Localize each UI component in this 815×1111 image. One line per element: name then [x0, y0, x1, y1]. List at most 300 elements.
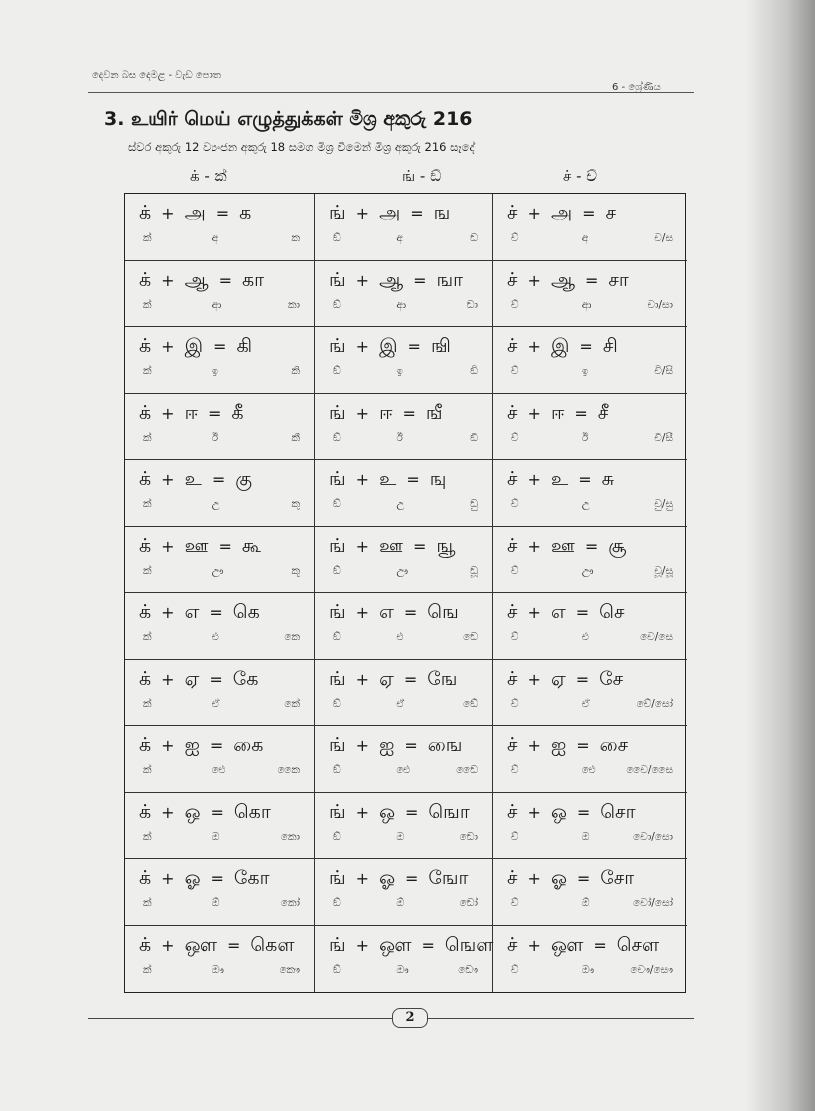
table-cell — [125, 926, 315, 993]
table-cell — [315, 194, 493, 261]
sinhala-result: ඞෛ — [456, 764, 478, 776]
sinhala-vowel: අ — [211, 232, 219, 244]
letter-equation — [139, 269, 264, 294]
sinhala-consonant: ක් — [143, 564, 152, 577]
vowel: ஈ — [379, 401, 393, 424]
plus-sign: + — [527, 736, 541, 755]
sinhala-consonant: ක් — [143, 232, 152, 244]
plus-sign: + — [527, 403, 541, 423]
table-cell — [315, 327, 493, 394]
consonant: ச் — [507, 933, 518, 956]
plus-sign: + — [527, 470, 541, 489]
sinhala-vowel: ඌ — [211, 564, 224, 577]
vowel: உ — [379, 468, 397, 490]
sinhala-vowel: ඖ — [581, 963, 595, 976]
consonant: ச் — [507, 867, 518, 889]
consonant: க் — [139, 667, 152, 690]
vowel: ஆ — [550, 268, 575, 291]
consonant: க் — [139, 734, 152, 756]
result-letter: சூ — [608, 534, 627, 557]
equals-sign: = — [226, 935, 241, 955]
consonant: க் — [139, 268, 152, 291]
sinhala-consonant: ච් — [511, 631, 519, 643]
plus-sign: + — [355, 869, 370, 888]
sinhala-consonant: ක් — [143, 830, 152, 843]
table-cell — [125, 859, 315, 926]
sinhala-consonant: ච් — [511, 697, 519, 710]
sinhala-result: චො/සො — [633, 830, 673, 843]
plus-sign: + — [161, 935, 175, 955]
equals-sign: = — [211, 470, 226, 489]
vowel: ஓ — [550, 867, 567, 889]
sinhala-vowel: ඓ — [581, 764, 596, 776]
sinhala-vowel: ඌ — [396, 564, 408, 577]
vowel: ஏ — [184, 667, 200, 690]
letter-equation — [329, 867, 468, 892]
sinhala-result: ච/ස — [654, 232, 673, 244]
result-letter: ஙா — [436, 268, 464, 291]
plus-sign: + — [161, 802, 175, 822]
letter-equation — [139, 402, 244, 427]
table-cell — [125, 593, 315, 660]
vowel: ஔ — [550, 933, 584, 956]
equals-sign: = — [413, 270, 427, 290]
result-letter: கோ — [233, 867, 270, 889]
vowel: இ — [379, 335, 398, 357]
letter-equation — [329, 734, 462, 759]
sinhala-vowel: එ — [211, 631, 219, 643]
vowel: ஓ — [379, 867, 396, 889]
consonant: ங் — [329, 268, 346, 291]
sinhala-vowel: ඔ — [211, 830, 220, 843]
equals-sign: = — [403, 669, 418, 689]
sinhala-consonant: ච් — [511, 564, 519, 577]
table-cell — [315, 261, 493, 328]
sinhala-consonant: ච් — [511, 963, 519, 976]
plus-sign: + — [161, 669, 175, 689]
table-cell — [315, 394, 493, 461]
sinhala-consonant: ච් — [511, 498, 519, 510]
table-cell — [315, 527, 493, 594]
vowel: அ — [379, 202, 401, 224]
equals-sign: = — [404, 736, 418, 755]
sinhala-result: ඞෝ — [459, 897, 478, 909]
table-cell — [125, 327, 315, 394]
letter-equation — [507, 202, 616, 227]
vowel: அ — [184, 202, 206, 224]
sinhala-consonant: ඞ් — [333, 963, 341, 976]
vowel: எ — [184, 601, 200, 623]
letter-equation — [139, 734, 263, 759]
sinhala-vowel: ඒ — [396, 697, 405, 710]
plus-sign: + — [527, 536, 541, 556]
result-letter: சு — [601, 468, 614, 490]
result-letter: ஙொ — [428, 800, 470, 823]
sinhala-result: ඞු — [470, 498, 478, 510]
sinhala-consonant: ඞ් — [333, 697, 341, 710]
letter-equation — [507, 734, 628, 759]
result-letter: ஙூ — [436, 534, 456, 557]
running-header-right: 6 - ශ්‍රේණිය — [612, 82, 661, 93]
result-letter: ஙீ — [425, 401, 443, 424]
table-cell — [315, 859, 493, 926]
consonant: ச் — [507, 734, 518, 756]
consonant: ங் — [329, 933, 346, 956]
result-letter: கு — [235, 468, 252, 490]
consonant: க் — [139, 468, 152, 490]
sinhala-consonant: ඞ් — [333, 365, 341, 377]
consonant: க் — [139, 202, 152, 224]
plus-sign: + — [161, 869, 175, 888]
table-cell — [493, 194, 687, 261]
equals-sign: = — [402, 403, 416, 423]
sinhala-result: චු/සු — [654, 498, 673, 510]
vowel: ஐ — [379, 734, 395, 756]
sinhala-vowel: ඖ — [396, 963, 409, 976]
table-cell — [493, 261, 687, 328]
example-ca: ச் - ච් — [563, 167, 598, 185]
page-edge-shadow — [745, 0, 815, 1111]
sinhala-vowel: ආ — [396, 298, 406, 311]
sinhala-consonant: ච් — [511, 764, 519, 776]
table-cell — [493, 394, 687, 461]
letter-equation — [329, 202, 450, 227]
plus-sign: + — [355, 669, 370, 689]
sinhala-result: ඞි — [470, 365, 478, 377]
sinhala-result: චි/සි — [654, 365, 673, 377]
result-letter: ஙி — [430, 335, 451, 357]
result-letter: ஙே — [427, 667, 458, 690]
sinhala-result: කේ — [284, 697, 300, 710]
equals-sign: = — [404, 802, 419, 822]
example-ka: க் - ක් — [190, 167, 227, 185]
sinhala-vowel: ඉ — [581, 365, 589, 377]
letter-equation — [329, 668, 457, 693]
sinhala-vowel: ඕ — [211, 897, 220, 909]
consonant: ச் — [507, 800, 518, 823]
sinhala-consonant: ඞ් — [333, 431, 341, 444]
equals-sign: = — [403, 603, 418, 622]
plus-sign: + — [355, 270, 370, 290]
plus-sign: + — [161, 403, 175, 423]
result-letter: ஙெ — [427, 601, 459, 623]
table-cell — [125, 527, 315, 594]
page-number: 2 — [392, 1008, 428, 1028]
sinhala-consonant: ක් — [143, 897, 152, 909]
section-title: 3. உயிர் மெய் எழுத்துக்கள் මිශ්‍ර අකුරු 216 — [104, 108, 473, 130]
consonant: க் — [139, 601, 152, 623]
sinhala-result: ඞෙ — [463, 631, 478, 643]
consonant: க் — [139, 335, 152, 357]
table-cell — [125, 793, 315, 860]
letter-equation — [329, 934, 493, 959]
result-letter: கூ — [241, 534, 261, 557]
plus-sign: + — [161, 270, 175, 290]
sinhala-result: කී — [291, 431, 300, 444]
table-cell — [493, 527, 687, 594]
table-cell — [125, 261, 315, 328]
sinhala-vowel: ඊ — [396, 431, 403, 444]
sinhala-vowel: ඊ — [581, 431, 589, 444]
sinhala-vowel: එ — [581, 631, 589, 643]
plus-sign: + — [527, 337, 541, 356]
vowel: ஐ — [184, 734, 200, 756]
table-cell — [125, 660, 315, 727]
plus-sign: + — [161, 536, 175, 556]
result-letter: ஙை — [427, 734, 463, 756]
table-cell — [493, 726, 687, 793]
table-cell — [315, 460, 493, 527]
consonant: ச் — [507, 401, 518, 424]
equals-sign: = — [210, 802, 224, 822]
equals-sign: = — [575, 603, 590, 622]
sinhala-vowel: ඌ — [581, 564, 594, 577]
result-letter: சி — [602, 335, 618, 357]
sinhala-consonant: ඞ් — [333, 764, 341, 776]
plus-sign: + — [355, 802, 370, 822]
consonant: ச் — [507, 202, 518, 224]
result-letter: சா — [608, 268, 629, 291]
plus-sign: + — [161, 204, 175, 223]
footer-rule — [88, 1018, 694, 1019]
table-cell — [125, 460, 315, 527]
result-letter: கே — [232, 667, 259, 690]
consonant: ச் — [507, 335, 518, 357]
sinhala-vowel: ඔ — [581, 830, 590, 843]
sinhala-consonant: ච් — [511, 431, 519, 444]
sinhala-vowel: ආ — [211, 298, 222, 311]
letter-equation — [329, 468, 446, 493]
consonant: ச் — [507, 468, 518, 490]
result-letter: கி — [236, 335, 253, 357]
equals-sign: = — [578, 470, 592, 489]
result-letter: ஙு — [429, 468, 447, 490]
vowel: எ — [550, 601, 566, 623]
sinhala-result: චූ/සූ — [654, 564, 673, 577]
letter-equation — [329, 402, 443, 427]
sinhala-result: කො — [280, 830, 300, 843]
section-subtitle: ස්වර අකුරු 12 ව්‍යංජන අකුරු 18 සමග මිශ්‍ර වීමෙන් මිශ්‍ර අකුරු 216 සෑදේ — [128, 140, 475, 154]
sinhala-consonant: ක් — [143, 498, 152, 510]
equals-sign: = — [593, 935, 607, 955]
sinhala-result: ඞ — [470, 232, 478, 244]
sinhala-result: ක — [291, 232, 300, 244]
table-cell — [315, 593, 493, 660]
sinhala-result: කූ — [291, 564, 300, 577]
sinhala-result: ඞෞ — [458, 963, 478, 976]
consonant: ங் — [329, 734, 346, 756]
letter-equation — [139, 535, 261, 560]
letter-equation — [139, 801, 271, 826]
vowel: எ — [379, 601, 394, 623]
sinhala-vowel: එ — [396, 631, 404, 643]
sinhala-consonant: ඞ් — [333, 631, 341, 643]
equals-sign: = — [209, 736, 224, 755]
consonant: ங் — [329, 335, 346, 357]
sinhala-consonant: ක් — [143, 631, 152, 643]
table-cell — [125, 194, 315, 261]
letter-equation — [329, 335, 451, 360]
vowel: அ — [550, 202, 573, 224]
table-cell — [493, 593, 687, 660]
sinhala-consonant: ඞ් — [333, 232, 341, 244]
result-letter: க — [239, 202, 252, 224]
consonant: க் — [139, 800, 152, 823]
sinhala-result: කෙ — [284, 631, 300, 643]
consonant: ங் — [329, 401, 346, 424]
sinhala-consonant: ච් — [511, 897, 519, 909]
result-letter: கெ — [232, 601, 260, 623]
letter-equation — [507, 535, 626, 560]
sinhala-result: කෝ — [280, 897, 300, 909]
consonant: ங் — [329, 867, 346, 889]
consonant: ங் — [329, 601, 346, 623]
result-letter: ஙௌ — [444, 933, 494, 956]
vowel: ஒ — [184, 800, 201, 823]
sinhala-vowel: ඓ — [396, 764, 411, 776]
equals-sign: = — [407, 337, 421, 356]
result-letter: சௌ — [616, 933, 660, 956]
plus-sign: + — [355, 403, 370, 423]
letter-equation — [329, 269, 463, 294]
consonant: ச் — [507, 667, 518, 690]
letter-equation — [507, 801, 636, 826]
header-rule — [88, 92, 694, 93]
letter-equation — [139, 934, 294, 959]
equals-sign: = — [574, 403, 588, 423]
equals-sign: = — [584, 270, 599, 290]
plus-sign: + — [527, 935, 541, 955]
letter-equation — [139, 668, 258, 693]
equals-sign: = — [207, 403, 222, 423]
consonant: ச் — [507, 534, 518, 557]
table-cell — [125, 394, 315, 461]
sinhala-result: ඞූ — [470, 564, 478, 577]
plus-sign: + — [527, 802, 541, 822]
result-letter: கா — [242, 268, 265, 291]
sinhala-consonant: ක් — [143, 365, 152, 377]
result-letter: சை — [599, 734, 629, 756]
vowel: ஔ — [184, 933, 217, 956]
result-letter: கௌ — [250, 933, 295, 956]
sinhala-vowel: ඕ — [581, 897, 590, 909]
letter-equation — [329, 601, 459, 626]
sinhala-result: චෞ/සෞ — [630, 963, 673, 976]
sinhala-consonant: ඞ් — [333, 897, 341, 909]
sinhala-result: කු — [291, 498, 300, 510]
plus-sign: + — [527, 869, 541, 888]
equals-sign: = — [582, 204, 596, 223]
sinhala-vowel: ඔ — [396, 830, 405, 843]
sinhala-vowel: ඒ — [211, 697, 220, 710]
sinhala-vowel: උ — [396, 498, 405, 510]
plus-sign: + — [355, 337, 370, 356]
letter-equation — [507, 668, 623, 693]
plus-sign: + — [161, 337, 175, 356]
plus-sign: + — [527, 270, 541, 290]
result-letter: கொ — [233, 800, 271, 823]
equals-sign: = — [576, 869, 591, 888]
plus-sign: + — [355, 935, 370, 955]
sinhala-result: චී/සී — [654, 431, 673, 444]
consonant: க் — [139, 401, 152, 424]
plus-sign: + — [355, 603, 370, 622]
letter-equation — [139, 867, 270, 892]
equals-sign: = — [410, 204, 424, 223]
sinhala-result: චෝ/සෝ — [633, 897, 673, 909]
table-cell — [493, 460, 687, 527]
plus-sign: + — [161, 603, 175, 622]
plus-sign: + — [161, 736, 175, 755]
table-cell — [315, 793, 493, 860]
equals-sign: = — [421, 935, 435, 955]
table-cell — [125, 726, 315, 793]
sinhala-vowel: ඖ — [211, 963, 224, 976]
consonant: ங் — [329, 468, 346, 490]
result-letter: சொ — [600, 800, 636, 823]
equals-sign: = — [215, 204, 230, 223]
result-letter: செ — [599, 601, 625, 623]
sinhala-result: චෙ/සෙ — [640, 631, 673, 643]
vowel: ஊ — [550, 534, 575, 557]
vowel: ஆ — [184, 268, 209, 291]
vowel: ஊ — [184, 534, 209, 557]
equals-sign: = — [405, 869, 419, 888]
vowel: ஔ — [379, 933, 412, 956]
sinhala-result: ඞී — [470, 431, 478, 444]
vowel: ஓ — [184, 867, 201, 889]
vowel: ஒ — [550, 800, 567, 823]
equals-sign: = — [210, 869, 224, 888]
sinhala-consonant: ච් — [511, 232, 519, 244]
sinhala-vowel: අ — [396, 232, 403, 244]
result-letter: சோ — [600, 867, 635, 889]
consonant: ங் — [329, 800, 346, 823]
table-cell — [493, 859, 687, 926]
equals-sign: = — [209, 603, 223, 622]
sinhala-vowel: ඓ — [211, 764, 226, 776]
letter-equation — [507, 867, 634, 892]
vowel: ஒ — [379, 800, 395, 823]
letter-equation — [507, 468, 614, 493]
sinhala-result: කෛ — [277, 764, 300, 776]
sinhala-consonant: ඞ් — [333, 830, 341, 843]
plus-sign: + — [355, 736, 370, 755]
letter-equation — [507, 269, 629, 294]
sinhala-consonant: ක් — [143, 764, 152, 776]
sinhala-vowel: ඕ — [396, 897, 405, 909]
sinhala-result: ඞේ — [463, 697, 478, 710]
vowel: ஊ — [379, 534, 403, 557]
letter-equation — [507, 934, 659, 959]
consonant: ச் — [507, 601, 518, 623]
consonant: ச் — [507, 268, 518, 291]
result-letter: சே — [599, 667, 624, 690]
sinhala-consonant: ඞ් — [333, 498, 341, 510]
vowel: ஏ — [379, 667, 394, 690]
consonant: க் — [139, 933, 152, 956]
equals-sign: = — [575, 669, 590, 689]
letter-equation — [139, 335, 252, 360]
letter-equation — [507, 335, 618, 360]
table-cell — [493, 926, 687, 993]
equals-sign: = — [218, 536, 232, 556]
sinhala-vowel: ඒ — [581, 697, 590, 710]
equals-sign: = — [213, 337, 227, 356]
sinhala-consonant: ච් — [511, 365, 519, 377]
result-letter: ஙோ — [428, 867, 469, 889]
consonant: க் — [139, 534, 152, 557]
